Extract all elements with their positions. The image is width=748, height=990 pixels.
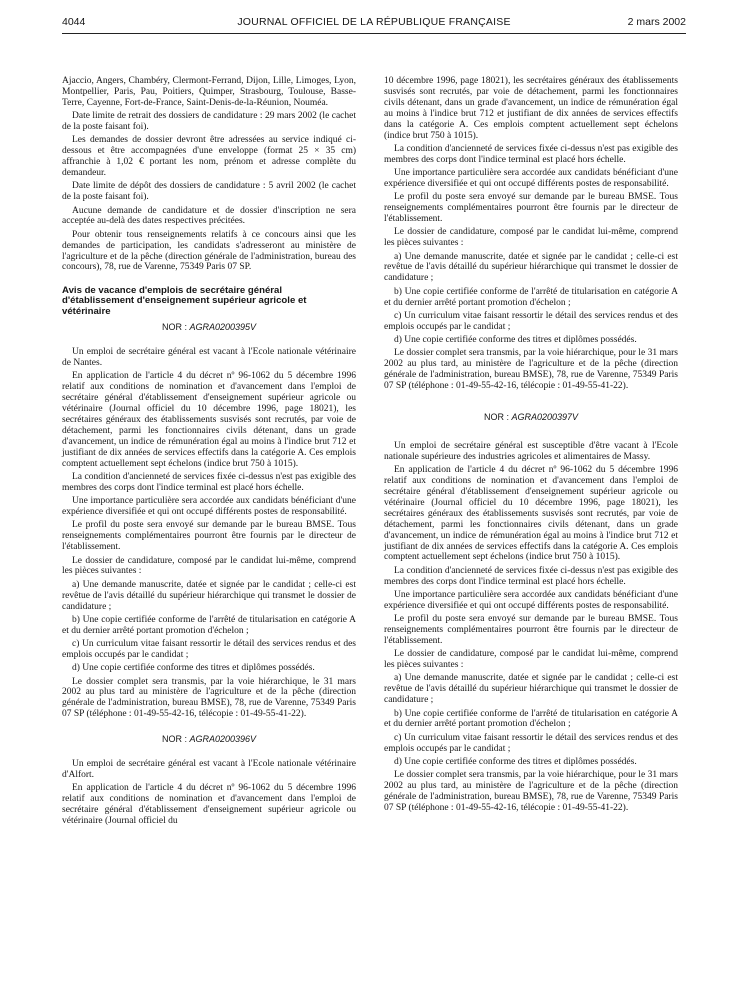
paragraph: Une importance particulière sera accordée aux candidats bénéficiant d'une expérience diversifiée et qui ont occupé différents postes de responsabilité.	[384, 168, 678, 189]
list-item: b) Une copie certifiée conforme de l'arrêté de titularisation en catégorie A et du dernier arrêté portant promotion d'échelon ;	[384, 286, 678, 308]
nor-label: NOR :	[483, 411, 509, 422]
paragraph: Le dossier complet sera transmis, par la voie hiérarchique, le 31 mars 2002 au plus tard au ministère de l'agriculture et de la pêche (direction générale de l'administration, bureau BMSE), 78, rue de Varenne, 75349 Paris 07 SP (téléphone : 01-49-55-42-16, télécopie : 01-49-55-41-22).	[62, 676, 356, 720]
nor-reference	[62, 734, 356, 745]
nor-code: AGRA0200395V	[189, 322, 257, 333]
header-rule	[62, 33, 686, 34]
paragraph: Ajaccio, Angers, Chambéry, Clermont-Ferrand, Dijon, Lille, Limoges, Lyon, Montpellier, Paris, Pau, Poitiers, Quimper, Strasbourg, Toulouse, Basse-Terre, Cayenne, Fort-de-France, Saint-Denis-de-la-Réunion, Nouméa.	[62, 76, 356, 108]
paragraph: Pour obtenir tous renseignements relatifs à ce concours ainsi que les demandes de participation, les candidats s'adresseront au ministère de l'agriculture et de la pêche (direction générale de l'administration, bureau des concours), 78, rue de Varenne, 75349 Paris 07 SP.	[62, 229, 356, 273]
list-item: b) Une copie certifiée conforme de l'arrêté de titularisation en catégorie A et du dernier arrêté portant promotion d'échelon ;	[384, 708, 678, 730]
list-item: a) Une demande manuscrite, datée et signée par le candidat ; celle-ci est revêtue de l'avis détaillé du supérieur hiérarchique qui transmet le dossier de candidature ;	[62, 579, 356, 612]
list-item: d) Une copie certifiée conforme des titres et diplômes possédés.	[394, 756, 637, 767]
list-item: d) Une copie certifiée conforme des titres et diplômes possédés.	[394, 335, 637, 346]
paragraph: Le profil du poste sera envoyé sur demande par le bureau BMSE. Tous renseignements complémentaires pourront être fournis par le directeur de l'établissement.	[384, 192, 678, 225]
list-item: a) Une demande manuscrite, datée et signée par le candidat ; celle-ci est revêtue de l'avis détaillé du supérieur hiérarchique qui transmet le dossier de candidature ;	[384, 251, 678, 284]
issue-date: 2 mars 2002	[627, 16, 686, 28]
list-item: c) Un curriculum vitae faisant ressortir le détail des services rendus et des emplois occupés par le candidat ;	[62, 639, 356, 660]
paragraph: Un emploi de secrétaire général est vacant à l'Ecole nationale vétérinaire d'Alfort.	[62, 759, 356, 781]
left-column	[62, 76, 356, 829]
nor-code: AGRA0200396V	[189, 734, 257, 745]
right-column	[384, 76, 678, 816]
paragraph: La condition d'ancienneté de services fixée ci-dessus n'est pas exigible des membres des corps dont l'indice terminal est placé hors échelle.	[384, 565, 678, 587]
paragraph: En application de l'article 4 du décret nº 96-1062 du 5 décembre 1996 relatif aux conditions de nomination et d'avancement dans l'emploi de secrétaire général d'établissement d'enseignement supérieur agricole ou vétérinaire (Journal officiel du	[62, 783, 356, 827]
paragraph: Les demandes de dossier devront être adressées au service indiqué ci-dessous et être accompagnées d'une enveloppe (format 25 × 35 cm) affranchie à 1,02 € portant les nom, prénom et adresse complète du demandeur.	[62, 135, 356, 179]
nor-reference	[384, 412, 678, 423]
nor-reference	[62, 322, 356, 333]
paragraph: Le dossier complet sera transmis, par la voie hiérarchique, pour le 31 mars 2002 au plus tard, au ministère de l'agriculture et de la pêche (direction générale de l'administration, bureau BMSE), 78, rue de Varenne, 75349 Paris 07 SP (téléphone : 01-49-55-42-16, télécopie : 01-49-55-41-22).	[384, 770, 678, 813]
nor-label: NOR :	[161, 734, 187, 745]
paragraph: Le dossier complet sera transmis, par la voie hiérarchique, pour le 31 mars 2002 au plus tard, au ministère de l'agriculture et de la pêche (direction générale de l'administration, bureau BMSE), 78, rue de Varenne, 75349 Paris 07 SP (téléphone : 01-49-55-42-16, télécopie : 01-49-55-41-22).	[384, 348, 678, 392]
paragraph: Un emploi de secrétaire général est vacant à l'Ecole nationale vétérinaire de Nantes.	[62, 347, 356, 369]
paragraph: Une importance particulière sera accordée aux candidats bénéficiant d'une expérience diversifiée et qui ont occupé différents postes de responsabilité.	[384, 589, 678, 611]
list-item: d) Une copie certifiée conforme des titres et diplômes possédés.	[72, 663, 315, 674]
page-number: 4044	[62, 16, 86, 28]
page-header	[62, 16, 686, 32]
list-item: a) Une demande manuscrite, datée et signée par le candidat ; celle-ci est revêtue de l'avis détaillé du supérieur hiérarchique qui transmet le dossier de candidature ;	[384, 673, 678, 706]
nor-label: NOR :	[161, 322, 187, 333]
paragraph: Aucune demande de candidature et de dossier d'inscription ne sera acceptée au-delà des dates respectives précitées.	[62, 205, 356, 227]
paragraph: Date limite de retrait des dossiers de candidature : 29 mars 2002 (le cachet de la poste faisant foi).	[62, 111, 356, 133]
list-item: b) Une copie certifiée conforme de l'arrêté de titularisation en catégorie A et du dernier arrêté portant promotion d'échelon ;	[62, 614, 356, 636]
paragraph: Le dossier de candidature, composé par le candidat lui-même, comprend les pièces suivantes :	[62, 555, 356, 577]
paragraph: En application de l'article 4 du décret nº 96-1062 du 5 décembre 1996 relatif aux conditions de nomination et d'avancement dans l'emploi de secrétaire général d'établissement d'enseignement supérieur agricole ou vétérinaire (Journal officiel du 10 décembre 1996, page 18021), les secrétaires généraux des établissements susvisés sont recrutés, par voie de détachement, parmi les fonctionnaires civils détenant, dans un grade d'avancement, un indice de rémunération égal au moins à l'indice brut 712 et justifiant de dix années de services effectifs dans la catégorie A. Ces emplois comptent actuellement sept échelons (indice brut 750 à 1015).	[62, 371, 356, 469]
journal-title: JOURNAL OFFICIEL DE LA RÉPUBLIQUE FRANÇAISE	[237, 16, 511, 28]
paragraph: 10 décembre 1996, page 18021), les secrétaires généraux des établissements susvisés sont recrutés, par voie de détachement, parmi les fonctionnaires civils détenant, dans un grade d'avancement, un indice de rémunération égal au moins à l'indice brut 712 et justifiant de dix années de services effectifs dans la catégorie A. Ces emplois comptent actuellement sept échelons (indice brut 750 à 1015).	[384, 76, 678, 141]
paragraph: En application de l'article 4 du décret nº 96-1062 du 5 décembre 1996 relatif aux conditions de nomination et d'avancement dans l'emploi de secrétaire général d'établissement d'enseignement supérieur agricole ou vétérinaire (Journal officiel du 10 décembre 1996, page 18021), les secrétaires généraux des établissements susvisés sont recrutés, par voie de détachement, parmi les fonctionnaires civils détenant, dans un grade d'avancement, un indice de rémunération égal au moins à l'indice brut 712 et justifiant de dix années de services effectifs dans la catégorie A. Ces emplois comptent actuellement sept échelons (indice brut 750 à 1015).	[384, 465, 678, 563]
paragraph: Le profil du poste sera envoyé sur demande par le bureau BMSE. Tous renseignements complémentaires pourront être fournis par le directeur de l'établissement.	[384, 614, 678, 646]
nor-code: AGRA0200397V	[511, 411, 579, 422]
section-heading: Avis de vacance d'emplois de secrétaire général d'établissement d'enseignement supérieur agricole et vétérinaire	[62, 284, 307, 317]
paragraph: La condition d'ancienneté de services fixée ci-dessus n'est pas exigible des membres des corps dont l'indice terminal est placé hors échelle.	[62, 472, 356, 493]
list-item: c) Un curriculum vitae faisant ressortir le détail des services rendus et des emplois occupés par le candidat ;	[384, 732, 678, 754]
paragraph: La condition d'ancienneté de services fixée ci-dessus n'est pas exigible des membres des corps dont l'indice terminal est placé hors échelle.	[384, 143, 678, 165]
list-item: c) Un curriculum vitae faisant ressortir le détail des services rendus et des emplois occupés par le candidat ;	[384, 310, 678, 332]
paragraph: Date limite de dépôt des dossiers de candidature : 5 avril 2002 (le cachet de la poste faisant foi).	[62, 181, 356, 203]
paragraph: Une importance particulière sera accordée aux candidats bénéficiant d'une expérience diversifiée et qui ont occupé différents postes de responsabilité.	[62, 496, 356, 518]
paragraph: Le profil du poste sera envoyé sur demande par le bureau BMSE. Tous renseignements complémentaires pourront être fournis par le directeur de l'établissement.	[62, 520, 356, 553]
paragraph: Le dossier de candidature, composé par le candidat lui-même, comprend les pièces suivantes :	[384, 649, 678, 671]
paragraph: Un emploi de secrétaire général est susceptible d'être vacant à l'Ecole nationale supérieure des industries agricoles et alimentaires de Massy.	[384, 440, 678, 462]
paragraph: Le dossier de candidature, composé par le candidat lui-même, comprend les pièces suivantes :	[384, 227, 678, 249]
